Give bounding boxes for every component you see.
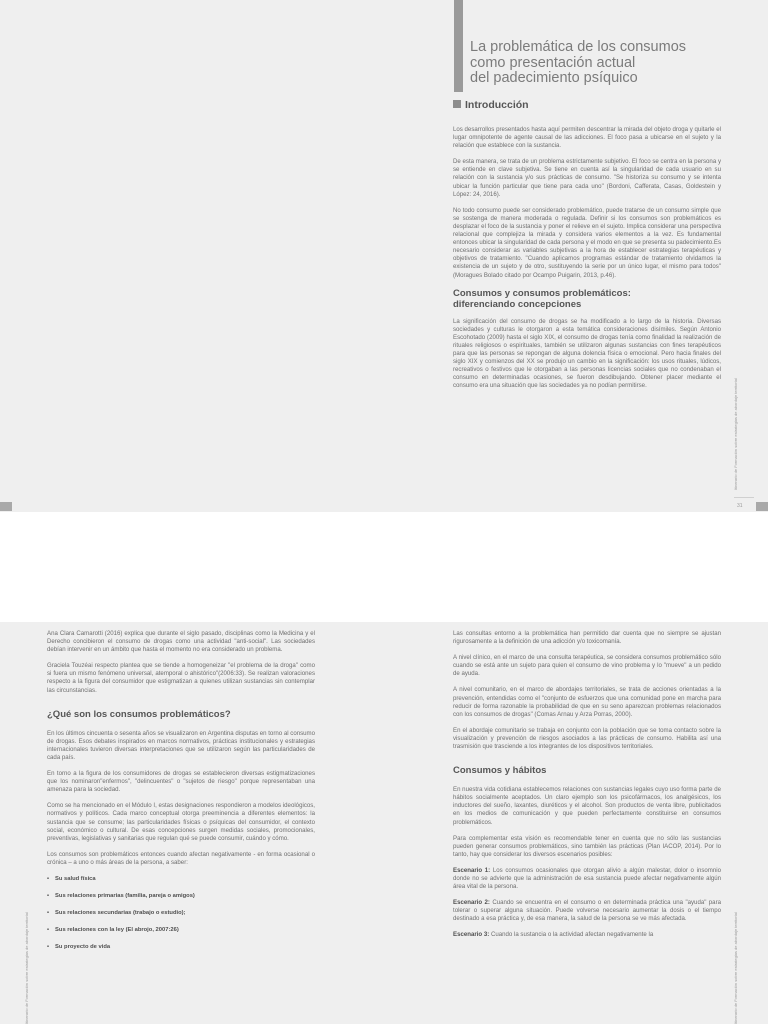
side-caption: Itinerario de Formación sobre estrategias de abordaje territorial <box>733 378 738 490</box>
paragraph: Como se ha mencionado en el Módulo I, estas designaciones respondieron a modelos ideológicos, normativos y políticos. Cada marco conceptual otorga preeminencia a diferentes elementos: la sustancia que se consume; las particularidades físicas o psíquicas del consumidor, el contexto social, económico o cultural. De esas concepciones surgen medidas sociales, promocionales, preventivas, legislativas y sanitarias que regulan qué se puede consumir, cuándo y cómo. <box>47 802 315 842</box>
page-number: 31 <box>737 503 743 509</box>
list-item: • Sus relaciones secundarias (trabajo o estudio); <box>47 909 315 917</box>
chapter-title-line: La problemática de los consumos <box>470 39 687 55</box>
paragraph: Los desarrollos presentados hasta aquí permiten descentrar la mirada del objeto droga y quitarle el lugar omnipotente de agente causal de las adicciones. El foco pasa a ubicarse en el sujeto y la relación que establece con la sustancia. <box>453 126 721 150</box>
right-edge-mark <box>756 502 768 511</box>
paragraph: No todo consumo puede ser considerado problemático, puede tratarse de un consumo simple que se sostenga de manera moderada o regulada. Definir si los consumos son problemáticos es desplazar el foco de la sustancia y poner el relieve en el sujeto. Implica considerar una perspectiva relacional que complejiza la mirada y considera varios elementos a la vez. Es fundamental entonces ubicar la singularidad de cada persona y el modo en que se presenta su padecimiento.Es necesario considerar as variables subjetivas a la hora de establecer estrategias terapéuticas y objetivos de tratamiento. "Cuando aplicamos programas estándar de tratamiento olvidamos la existencia de un sujeto y de otro, sustituyendo la serie por un único lugar, el mismo para todos" (Moragues Bolado citado por Ocampo Puigarin, 2013, p.46). <box>453 206 721 279</box>
right-column <box>453 630 721 948</box>
bottom-page <box>0 622 768 1024</box>
side-caption-left: Itinerario de Formación sobre estrategias de abordaje territorial <box>24 912 29 1024</box>
scenario-paragraph <box>453 899 721 923</box>
paragraph: Para complementar esta visión es recomendable tener en cuenta que no sólo las sustancias pueden generar consumos problemáticos, sino también las prácticas (Plan IACOP, 2014). Por lo tanto, hay que considerar los diversos escenarios posibles: <box>453 834 721 858</box>
paragraph: En el abordaje comunitario se trabaja en conjunto con la población que se toma contacto sobre la visualización y prevención de riesgos asociados a las prácticas de consumo. Habilita así una trasmisión que trasciende a los integrantes de los dispositivos territoriales. <box>453 726 721 751</box>
scenario-text: Cuando se encuentra en el consumo o en determinada práctica una "ayuda" para tolerar o superar alguna situación. Puede volverse necesario aumentar la dosis o el tiempo destinado a esa práctica y, de esa manera, la salud de la persona se ve más afectada. <box>453 899 721 923</box>
section-heading: ¿Qué son los consumos problemáticos? <box>47 708 231 720</box>
scenario-lead: Escenario 3: <box>453 931 490 939</box>
chapter-accent-bar <box>454 0 463 92</box>
paragraph: En los últimos cincuenta o sesenta años se visualizaron en Argentina disputas en torno al consumo de drogas. Esos debates inspirados en marcos normativos, prácticas institucionales y estrategias internacionales tuvieron diversas interpretaciones que se utilizaron según las particularidades de cada país. <box>47 729 315 761</box>
section-heading: Consumos y hábitos <box>453 765 547 777</box>
paragraph: Graciela Touzéai respecto plantea que se tiende a homogeneizar "el problema de la droga" como si fuera un mismo fenómeno universal, atemporal o ahistórico"(2006:33). Se realizan valoraciones respecto a la figura del consumidor que estigmatizan a quienes utilizan sustancias sin contemplar las circunstancias. <box>47 662 315 694</box>
intro-heading-text: Introducción <box>465 99 529 111</box>
scenario-paragraph <box>453 867 721 891</box>
list-item: • Sus relaciones primarias (familia, pareja o amigos) <box>47 892 315 900</box>
list-item: • Su salud física <box>47 875 315 883</box>
paragraph: De esta manera, se trata de un problema estrictamente subjetivo. El foco se centra en la persona y se entiende en clave subjetiva. Se tiene en cuenta así la singularidad de cada usuario en su relación con la sustancia y/o sus prácticas de consumo. "Se historiza su consumo y se intenta ubicar la función particular que tiene para cada uno" (Bordoni, Cafferata, Casas, Goldestein y López: 24, 2016). <box>453 158 721 198</box>
side-caption-right: Itinerario de Formación sobre estrategias de abordaje territorial <box>733 912 738 1024</box>
paragraph: La significación del consumo de drogas se ha modificado a lo largo de la historia. Diversas sociedades y culturas le otorgaron a esta temática consideraciones disímiles. Según Antonio Escohotado (2009) hasta el siglo XIX, el consumo de drogas tenía como finalidad la realización de rituales religiosos o espirituales, también se utilizaron algunas sustancias con fines terapéuticos para que las personas se repongan de alguna dolencia física o emocional. Pero hacia finales del siglo XIX y comienzos del XX se produjo un cambio en la significación: los usos rituales, lúdicos, recreativos o festivos que le otorgaban a las personas licencias sociales que no condenaban el consumo en determinadas ocasiones, se fueron desdibujando. Obtener placer mediante el consumo era una situación que las sociedades ya no podían permitirse. <box>453 317 721 390</box>
left-column <box>47 630 315 960</box>
bullet-list <box>47 875 315 951</box>
page-number-rule <box>734 497 754 498</box>
scenario-lead: Escenario 2: <box>453 899 490 907</box>
scenario-text: Cuando la sustancia o la actividad afectan negativamente la <box>489 931 654 939</box>
scenario-text: Los consumos ocasionales que otorgan alivio a algún malestar, dolor o insomnio donde no se advierte que la administración de esa sustancia puede afectar negativamente algún área vital de la persona. <box>453 866 721 891</box>
paragraph: Los consumos son problemáticos entonces cuando afectan negativamente - en forma ocasional o crónica – a uno o más áreas de la persona, a saber: <box>47 850 315 866</box>
paragraph: A nivel comunitario, en el marco de abordajes territoriales, se trata de acciones orientadas a la prevención, entendidas como el "conjunto de esfuerzos que una comunidad pone en marcha para reducir de forma razonable la probabilidad de que en su seno aparezcan problemas relacionados con los consumos de drogas" (Comas Arnau y Arza Porras, 2000). <box>453 686 721 718</box>
paragraph: En torno a la figura de los consumidores de drogas se establecieron diversas estigmatizaciones que los nominaron"enfermos", "delincuentes" o "sujetos de riesgo" porque representaban una amenaza para la sociedad. <box>47 770 315 794</box>
section-heading-line: diferenciando concepciones <box>453 298 582 310</box>
chapter-title-line: del padecimiento psíquico <box>470 70 638 86</box>
chapter-title <box>470 40 730 87</box>
paragraph: Ana Clara Camarotti (2016) explica que durante el siglo pasado, disciplinas como la Medicina y el Derecho concibieron el consumo de drogas como una actividad "anti-social". Las sociedades debían intervenir en un ámbito que hasta el momento no era considerado un problema. <box>47 630 315 654</box>
paragraph: Las consultas entorno a la problemática han permitido dar cuenta que no siempre se ajustan rigurosamente a la definición de una adicción y/o toxicomanía. <box>453 630 721 646</box>
intro-heading <box>453 99 529 111</box>
heading-square-icon <box>453 100 461 108</box>
scenario-lead: Escenario 1: <box>453 866 491 874</box>
list-item: • Sus relaciones con la ley (El abrojo, 2007:26) <box>47 926 315 934</box>
paragraph: En nuestra vida cotidiana establecemos relaciones con sustancias legales cuyo uso forma parte de hábitos socialmente aceptados. Un claro ejemplo son los psicofármacos, los analgésicos, los inductores del sueño, laxantes, diuréticos y el alcohol. Son productos de venta libre, publicitados en los medios de comunicación y que pueden perfectamente constituirse en consumos problemáticos. <box>453 786 721 826</box>
intro-column <box>453 126 721 398</box>
paragraph: A nivel clínico, en el marco de una consulta terapéutica, se considera consumos problemático sólo cuando se está ante un sujeto para quien el consumo de vino problema y lo "mueve" a un pedido de ayuda. <box>453 654 721 678</box>
left-edge-mark <box>0 502 12 511</box>
chapter-title-line: como presentación actual <box>470 54 636 71</box>
section-heading-line: Consumos y consumos problemáticos: <box>453 287 631 299</box>
scenario-paragraph <box>453 931 721 939</box>
section-heading <box>453 288 721 310</box>
list-item: • Su proyecto de vida <box>47 943 315 951</box>
